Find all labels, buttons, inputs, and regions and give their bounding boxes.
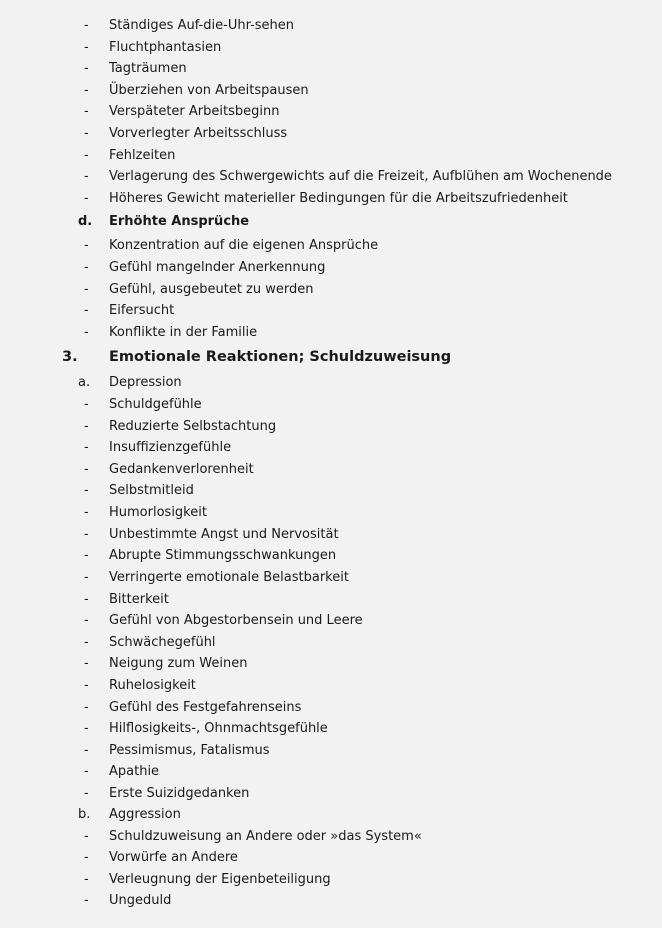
list-item-text: Höheres Gewicht materieller Bedingungen für die Arbeitszufriedenheit [109,191,568,206]
bullet-marker: - [84,18,89,33]
bullet-marker: - [84,483,89,498]
bullet-marker: - [84,678,89,693]
list-item-text: Tagträumen [109,61,187,76]
list-item [0,826,662,848]
bullet-marker: - [84,786,89,801]
section-title: Emotionale Reaktionen; Schuldzuweisung [109,349,452,365]
list-item-text: Überziehen von Arbeitspausen [109,83,309,98]
list-item-text: Pessimismus, Fatalismus [109,743,270,758]
section-marker: d. [78,214,93,229]
list-item [0,740,662,762]
section-marker: a. [78,375,91,390]
list-item-text: Ungeduld [109,893,172,908]
bullet-marker: - [84,104,89,119]
list-item [0,166,662,188]
bullet-marker: - [84,325,89,340]
bullet-marker: - [84,829,89,844]
list-item [0,675,662,697]
list-item [0,188,662,210]
list-item [0,524,662,546]
list-item [0,567,662,589]
list-item [0,58,662,80]
list-item-text: Selbstmitleid [109,483,194,498]
list-item [0,697,662,719]
list-item [0,610,662,632]
bullet-marker: - [84,260,89,275]
list-item [0,123,662,145]
bullet-marker: - [84,303,89,318]
list-item-text: Insuffizienzgefühle [109,440,232,455]
list-item [0,589,662,611]
list-item-text: Verspäteter Arbeitsbeginn [109,104,280,119]
list-item-text: Verlagerung des Schwergewichts auf die Freizeit, Aufblühen am Wochenende [109,169,612,184]
bullet-marker: - [84,527,89,542]
list-item [0,480,662,502]
bullet-marker: - [84,743,89,758]
list-item [0,394,662,416]
list-item-text: Erste Suizidgedanken [109,786,250,801]
list-item-text: Schuldgefühle [109,397,202,412]
list-item [0,235,662,257]
list-item [0,145,662,167]
bullet-marker: - [84,893,89,908]
section-title: Depression [109,375,182,390]
section-title: Erhöhte Ansprüche [109,214,250,229]
bullet-marker: - [84,850,89,865]
list-item-text: Hilflosigkeits-, Ohnmachtsgefühle [109,721,328,736]
list-item-text: Schuldzuweisung an Andere oder »das System« [109,829,422,844]
list-item-text: Gefühl mangelnder Anerkennung [109,260,326,275]
list-item-text: Vorwürfe an Andere [109,850,238,865]
list-item-text: Gefühl von Abgestorbensein und Leere [109,613,363,628]
bullet-marker: - [84,592,89,607]
bullet-marker: - [84,83,89,98]
list-item-text: Konzentration auf die eigenen Ansprüche [109,238,379,253]
list-item-text: Apathie [109,764,160,779]
section-b-heading [0,804,662,826]
list-item-text: Fehlzeiten [109,148,176,163]
list-item [0,890,662,912]
list-item [0,869,662,891]
bullet-marker: - [84,40,89,55]
bullet-marker: - [84,238,89,253]
list-item [0,101,662,123]
bullet-marker: - [84,548,89,563]
section-number: 3. [62,349,78,365]
list-item-text: Gedankenverlorenheit [109,462,254,477]
bullet-marker: - [84,191,89,206]
bullet-marker: - [84,721,89,736]
list-item [0,300,662,322]
bullet-marker: - [84,169,89,184]
list-item [0,502,662,524]
list-item [0,718,662,740]
bullet-marker: - [84,462,89,477]
list-item-text: Bitterkeit [109,592,169,607]
section-d-heading [0,211,662,233]
list-item-text: Reduzierte Selbstachtung [109,419,277,434]
list-item [0,15,662,37]
list-item [0,632,662,654]
list-item [0,437,662,459]
list-item-text: Abrupte Stimmungsschwankungen [109,548,337,563]
list-item-text: Vorverlegter Arbeitsschluss [109,126,288,141]
bullet-marker: - [84,397,89,412]
section-marker: b. [78,807,91,822]
list-item-text: Neigung zum Weinen [109,656,248,671]
list-item-text: Verringerte emotionale Belastbarkeit [109,570,349,585]
list-item-text: Fluchtphantasien [109,40,222,55]
list-item [0,545,662,567]
list-item [0,416,662,438]
bullet-marker: - [84,440,89,455]
section-3-heading [0,346,662,368]
list-item-text: Konflikte in der Familie [109,325,258,340]
bullet-marker: - [84,282,89,297]
list-item-text: Gefühl, ausgebeutet zu werden [109,282,314,297]
bullet-marker: - [84,656,89,671]
list-item-text: Verleugnung der Eigenbeteiligung [109,872,331,887]
list-item-text: Ruhelosigkeit [109,678,196,693]
list-item [0,761,662,783]
list-item-text: Gefühl des Festgefahrenseins [109,700,302,715]
bullet-marker: - [84,61,89,76]
bullet-marker: - [84,700,89,715]
bullet-marker: - [84,872,89,887]
list-item-text: Humorlosigkeit [109,505,207,520]
bullet-marker: - [84,570,89,585]
bullet-marker: - [84,148,89,163]
list-item [0,783,662,805]
bullet-marker: - [84,126,89,141]
list-item [0,80,662,102]
list-item [0,653,662,675]
list-item-text: Schwächegefühl [109,635,216,650]
list-item [0,279,662,301]
list-item [0,322,662,344]
bullet-marker: - [84,764,89,779]
bullet-marker: - [84,613,89,628]
list-item [0,257,662,279]
list-item-text: Unbestimmte Angst und Nervosität [109,527,339,542]
bullet-marker: - [84,635,89,650]
list-item [0,847,662,869]
list-item [0,459,662,481]
bullet-marker: - [84,419,89,434]
section-title: Aggression [109,807,181,822]
bullet-marker: - [84,505,89,520]
list-item-text: Ständiges Auf-die-Uhr-sehen [109,18,295,33]
list-item [0,37,662,59]
list-item-text: Eifersucht [109,303,175,318]
section-a-heading [0,372,662,394]
